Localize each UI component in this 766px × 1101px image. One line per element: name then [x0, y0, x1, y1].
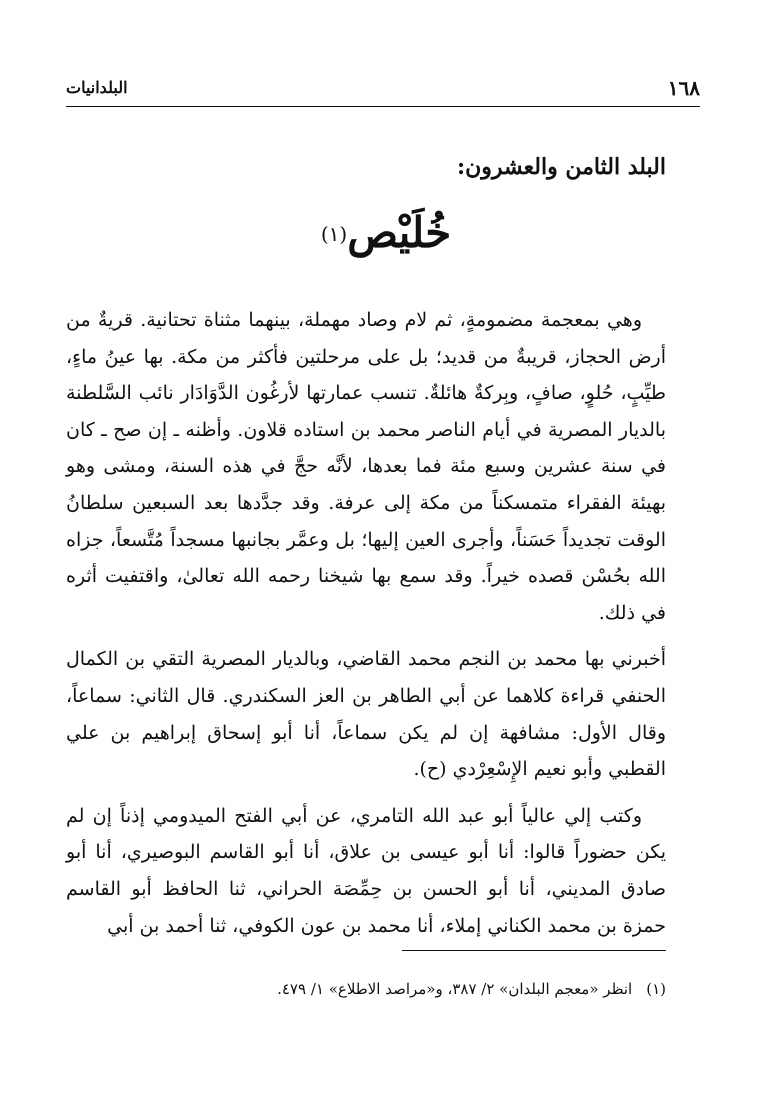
footnote-reference: (١) [320, 221, 348, 246]
book-title: البلدانيات [66, 78, 128, 97]
paragraph-description: وهي بمعجمة مضمومةٍ، ثم لام وصاد مهملة، بينهما مثناة تحتانية. قريةٌ من أرض الحجاز، قريبةٌ من قديد؛ بل على مرحلتين فأكثر من مكة. بها عينُ ماءٍ، طيِّبٍ، حُلوٍ، صافٍ، وبِركةٌ هائلةٌ. تنسب عمارتها لأرغُون الدَّوَادَار نائب السَّلطنة بالديار المصرية في أيام الناصر محمد بن استاده قلاون. وأظنه ـ إن صح ـ كان في سنة عشرين وسبع مئة فما بعدها، لأنَّه حجَّ في هذه السنة، ومشى وهو بهيئة الفقراء متمسكناً من مكة إلى عرفة. وقد جدَّدها بعد السبعين سلطانُ الوقت تجديداً حَسَناً، وأجرى العين إليها؛ بل وعمَّر بجانبها مسجداً مُتَّسعاً، جزاه الله بحُسْن قصده خيراً. وقد سمع بها شيخنا رحمه الله تعالىٰ، واقتفيت أثره في ذلك. [66, 309, 666, 624]
town-name: خُلَيْص [347, 208, 452, 257]
footnote-marker: (١) [646, 980, 666, 998]
header-divider [66, 106, 700, 107]
section-heading: البلد الثامن والعشرون: [456, 154, 666, 180]
footnote-divider [402, 950, 666, 951]
body-text [66, 302, 666, 954]
paragraph-isnad-1: أخبرني بها محمد بن النجم محمد القاضي، وبالديار المصرية التقي بن الكمال الحنفي قراءة كلاهما عن أبي الطاهر بن العز السكندري. قال الثاني: سماعاً، وقال الأول: مشافهة إن لم يكن سماعاً، أنا أبو إسحاق إبراهيم بن علي القطبي وأبو نعيم الإِسْعِرْدي (ح). [66, 648, 666, 781]
paragraph-isnad-2: وكتب إلي عالياً أبو عبد الله التامري، عن أبي الفتح الميدومي إذناً إن لم يكن حضوراً قالوا: أنا أبو عيسى بن علاق، أنا أبو القاسم البوصيري، أنا أبو صادق المديني، أنا أبو الحسن بن حِمِّصَة الحراني، ثنا الحافظ أبو القاسم حمزة بن محمد الكناني إملاء، أنا محمد بن عون الكوفي، ثنا أحمد بن أبي [66, 804, 666, 937]
footnote-text: انظر «معجم البلدان» ٢/ ٣٨٧، و«مراصد الاطلاع» ١/ ٤٧٩. [277, 980, 633, 998]
footnote [66, 978, 666, 1000]
running-header [66, 76, 700, 104]
town-title [0, 208, 766, 257]
page-number: ١٦٨ [667, 76, 700, 100]
